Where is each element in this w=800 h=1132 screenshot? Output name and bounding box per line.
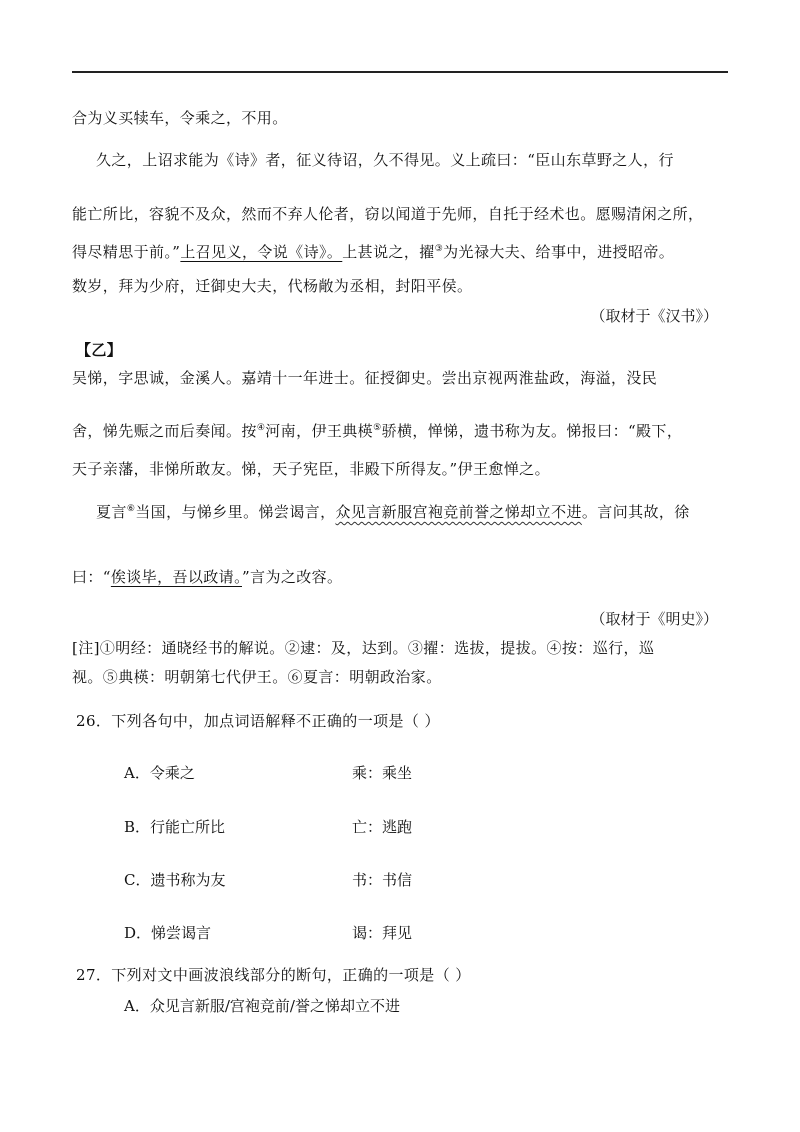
option-label: D．悌尝谒言 — [124, 924, 212, 942]
question-stem: 27．下列对文中画波浪线部分的断句，正确的一项是（ ） — [76, 966, 471, 984]
option-label: A．令乘之 — [124, 764, 195, 782]
section-heading: 【乙】 — [76, 341, 123, 359]
option-gloss: 亡：逃跑 — [352, 818, 413, 836]
passage-line: 久之，上诏求能为《诗》者，征义待诏，久不得见。义上疏曰：“臣山东草野之人，行 — [96, 151, 674, 169]
option-gloss: 谒：拜见 — [352, 924, 413, 942]
text-segment: 当国，与悌乡里。悌尝谒言， — [135, 503, 336, 521]
passage-line: 天子亲藩，非悌所敢友。悌，天子宪臣，非殿下所得友。”伊王愈惮之。 — [72, 460, 550, 478]
underlined-sentence: 上召见义，令说《诗》。 — [180, 243, 343, 261]
footnote-line: 视。⑤典楧：明朝第七代伊王。⑥夏言：明朝政治家。 — [72, 668, 442, 686]
text-segment: 舍，悌先赈之而后奏闻。按 — [72, 422, 257, 440]
footnote-line: [注]①明经：通晓经书的解说。②逮：及，达到。③擢：选拔，提拔。④按：巡行，巡 — [72, 639, 655, 657]
text-segment: 为光禄大夫、给事中，进授昭帝。 — [443, 243, 675, 261]
passage-line — [72, 240, 674, 264]
option-gloss: 书：书信 — [352, 871, 413, 889]
wavy-underlined-sentence: 众见言新服宫袍竞前誉之悌却立不进 — [335, 503, 582, 521]
text-segment: 河南，伊王典楧 — [265, 422, 374, 440]
footnote-marker: ③ — [434, 244, 444, 254]
passage-line: 数岁，拜为少府，迁御史大夫，代杨敞为丞相，封阳平侯。 — [72, 277, 473, 295]
passage-line — [96, 500, 690, 524]
passage-line — [72, 419, 682, 443]
passage-line: 吴悌，字思诚，金溪人。嘉靖十一年进士。征授御史。尝出京视两淮盐政，海溢，没民 — [72, 369, 658, 387]
source-citation: （取材于《汉书》） — [590, 307, 718, 325]
header-rule — [72, 71, 728, 73]
text-segment: 。言问其故，徐 — [581, 503, 690, 521]
option-label: A．众见言新服/宫袍竞前/誉之悌却立不进 — [124, 997, 400, 1015]
passage-line: 能亡所比，容貌不及众，然而不弃人伦者，窃以闻道于先师，自托于经术也。愿赐清闲之所， — [72, 205, 704, 223]
footnote-marker: ④ — [256, 423, 266, 433]
text-segment: 得尽精思于前。” — [72, 243, 181, 261]
text-segment: ”言为之改容。 — [241, 568, 343, 586]
footnote-marker: ⑥ — [126, 504, 136, 514]
option-label: C．遗书称为友 — [124, 871, 226, 889]
passage-line — [72, 565, 342, 589]
question-stem: 26．下列各句中，加点词语解释不正确的一项是（ ） — [76, 712, 440, 730]
text-segment: 曰：“ — [72, 568, 111, 586]
text-segment: 骄横，惮悌，遗书称为友。悌报曰：“殿下， — [381, 422, 683, 440]
text-segment: 上甚说之，擢 — [342, 243, 435, 261]
source-citation: （取材于《明史》） — [590, 610, 718, 628]
option-label: B．行能亡所比 — [124, 818, 226, 836]
footnote-marker: ⑤ — [373, 423, 382, 433]
text-segment: 夏言 — [96, 503, 127, 521]
underlined-sentence: 俟谈毕，吾以政请。 — [110, 568, 242, 586]
passage-line: 合为义买犊车，令乘之，不用。 — [72, 109, 288, 127]
option-gloss: 乘：乘坐 — [352, 764, 413, 782]
